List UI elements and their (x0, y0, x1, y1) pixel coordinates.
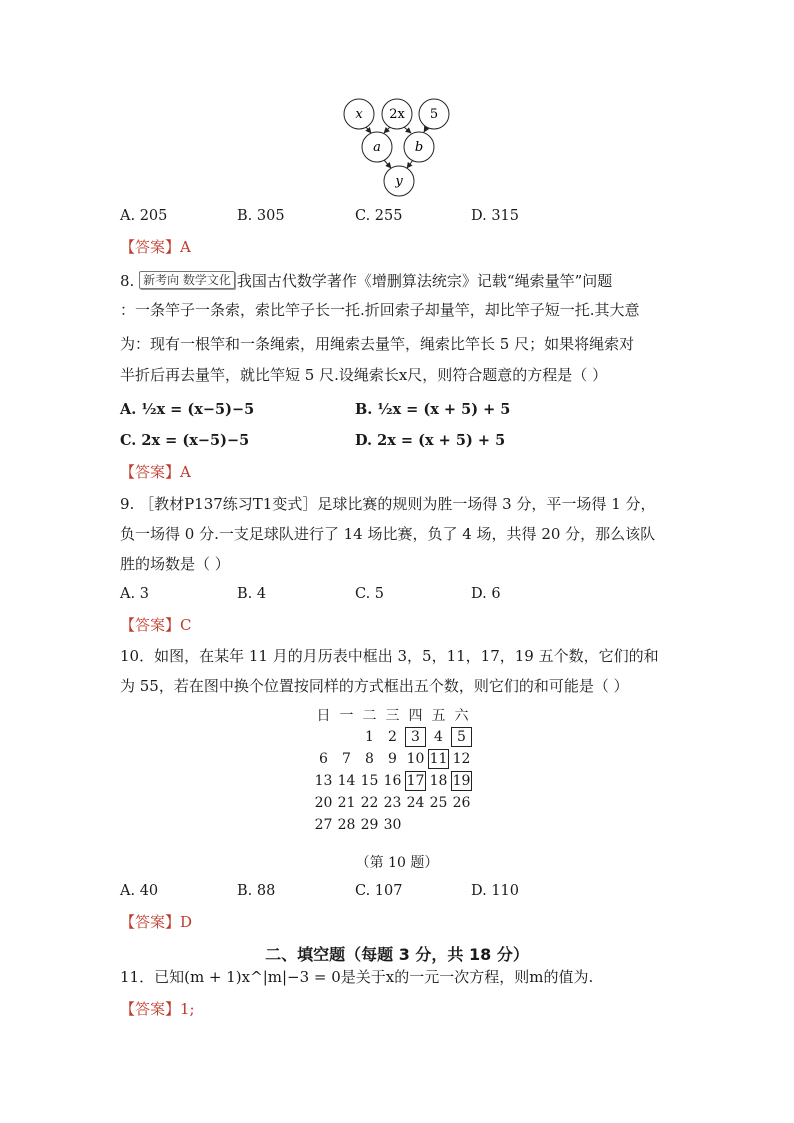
calendar-cell: 25 (429, 795, 448, 811)
weekday-label: 二 (362, 708, 377, 724)
calendar-cell: 20 (314, 795, 333, 811)
calendar-cell-boxed: 5 (450, 726, 473, 748)
calendar-cell: 29 (360, 817, 379, 833)
q7-answer: 【答案】A (120, 238, 191, 256)
q8-option-d: D. 2x = (x + 5) + 5 (355, 432, 506, 449)
calendar-cell: 14 (337, 773, 356, 789)
section-heading: 二、填空题（每题 3 分，共 18 分） (265, 945, 529, 964)
calendar-cell: 18 (429, 773, 448, 789)
calendar-cell: 2 (388, 729, 397, 745)
weekday-label: 四 (408, 708, 423, 724)
calendar-table (312, 704, 473, 836)
calendar-cell: 7 (342, 751, 351, 767)
q9-line-1: 9. ［教材P137练习T1变式］足球比赛的规则为胜一场得 3 分，平一场得 1 分， (120, 495, 656, 513)
calendar-cell: 30 (383, 817, 402, 833)
calendar-cell: 21 (337, 795, 356, 811)
calendar-cell: 28 (337, 817, 356, 833)
calendar-cell-boxed: 11 (427, 748, 450, 770)
calendar-cell (450, 814, 473, 836)
calendar-cell-boxed: 17 (404, 770, 427, 792)
q8-option-b: B. ½x = (x + 5) + 5 (355, 401, 511, 418)
q10-answer: 【答案】D (120, 913, 193, 931)
calendar-cell (427, 814, 450, 836)
svg-text:x: x (355, 107, 363, 122)
q10-option-a: A. 40 (120, 883, 159, 899)
q8-option-c: C. 2x = (x−5)−5 (120, 432, 250, 449)
q8-line-1: 8. 新考向 数学文化 我国古代数学著作《增删算法统宗》记载“绳索量竿”问题 (120, 272, 613, 290)
calendar-cell-boxed: 3 (404, 726, 427, 748)
svg-text:y: y (395, 174, 403, 189)
calendar-cell: 6 (319, 751, 328, 767)
calendar-row (312, 770, 473, 792)
q11-line-1: 11．已知(m + 1)x^|m|−3 = 0是关于x的一元一次方程，则m的值为. (120, 968, 594, 986)
calendar-cell (404, 814, 427, 836)
q10-line-2: 为 55，若在图中换个位置按同样的方式框出五个数，则它们的和可能是（ ） (120, 677, 629, 695)
svg-text:a: a (373, 140, 381, 155)
weekday-label: 六 (454, 708, 469, 724)
svg-text:2x: 2x (389, 107, 405, 122)
q9-option-d: D. 6 (471, 586, 501, 602)
q8-badge: 新考向 数学文化 (139, 271, 235, 289)
calendar-cell: 27 (314, 817, 333, 833)
calendar-cell: 4 (434, 729, 443, 745)
q9-line-2: 负一场得 0 分.一支足球队进行了 14 场比赛，负了 4 场，共得 20 分，那么该队 (120, 525, 656, 543)
weekday-label: 三 (385, 708, 400, 724)
calendar-cell: 9 (388, 751, 397, 767)
calendar-row (312, 726, 473, 748)
svg-text:5: 5 (429, 107, 439, 122)
calendar-cell (335, 726, 358, 748)
weekday-label: 五 (431, 708, 446, 724)
calendar-cell: 15 (360, 773, 379, 789)
q9-answer: 【答案】C (120, 616, 192, 634)
calendar-cell: 22 (360, 795, 379, 811)
svg-text:b: b (414, 140, 424, 155)
q8-line-2: ：一条竿子一条索，索比竿子长一托.折回索子却量竿，却比竿子短一托.其大意 (120, 301, 640, 319)
calendar-row (312, 792, 473, 814)
calendar-cell: 1 (365, 729, 374, 745)
figure-caption: （第 10 题） (355, 855, 439, 871)
q11-answer: 【答案】1; (120, 1000, 195, 1018)
weekday-label: 一 (339, 708, 354, 724)
calendar-cell: 12 (452, 751, 471, 767)
flow-diagram (330, 92, 470, 200)
calendar-cell: 16 (383, 773, 402, 789)
weekday-label: 日 (316, 708, 331, 724)
calendar-header-row (312, 704, 473, 726)
q8-answer: 【答案】A (120, 463, 191, 481)
calendar-cell (312, 726, 335, 748)
calendar-cell: 10 (406, 751, 425, 767)
q9-option-b: B. 4 (237, 586, 267, 602)
q9-line-3: 胜的场数是（ ） (120, 555, 230, 573)
q9-option-a: A. 3 (120, 586, 149, 602)
calendar-cell: 26 (452, 795, 471, 811)
q7-option-d: D. 315 (471, 208, 520, 224)
calendar-row (312, 814, 473, 836)
calendar-row (312, 748, 473, 770)
q7-option-c: C. 255 (355, 208, 403, 224)
q8-option-a: A. ½x = (x−5)−5 (120, 401, 255, 418)
q7-option-b: B. 305 (237, 208, 285, 224)
q10-option-c: C. 107 (355, 883, 403, 899)
calendar-cell: 24 (406, 795, 425, 811)
q9-option-c: C. 5 (355, 586, 385, 602)
calendar-cell: 13 (314, 773, 333, 789)
q10-option-d: D. 110 (471, 883, 520, 899)
q10-option-b: B. 88 (237, 883, 276, 899)
q8-line-4: 半折后再去量竿，就比竿短 5 尺.设绳索长x尺，则符合题意的方程是（ ） (120, 366, 608, 384)
q8-line-3: 为：现有一根竿和一条绳索，用绳索去量竿，绳索比竿长 5 尺；如果将绳索对 (120, 335, 635, 353)
q10-line-1: 10．如图，在某年 11 月的月历表中框出 3，5，11，17，19 五个数，它们的和 (120, 647, 659, 665)
calendar-cell-boxed: 19 (450, 770, 473, 792)
q7-option-a: A. 205 (120, 208, 168, 224)
calendar-cell: 8 (365, 751, 374, 767)
calendar-cell: 23 (383, 795, 402, 811)
